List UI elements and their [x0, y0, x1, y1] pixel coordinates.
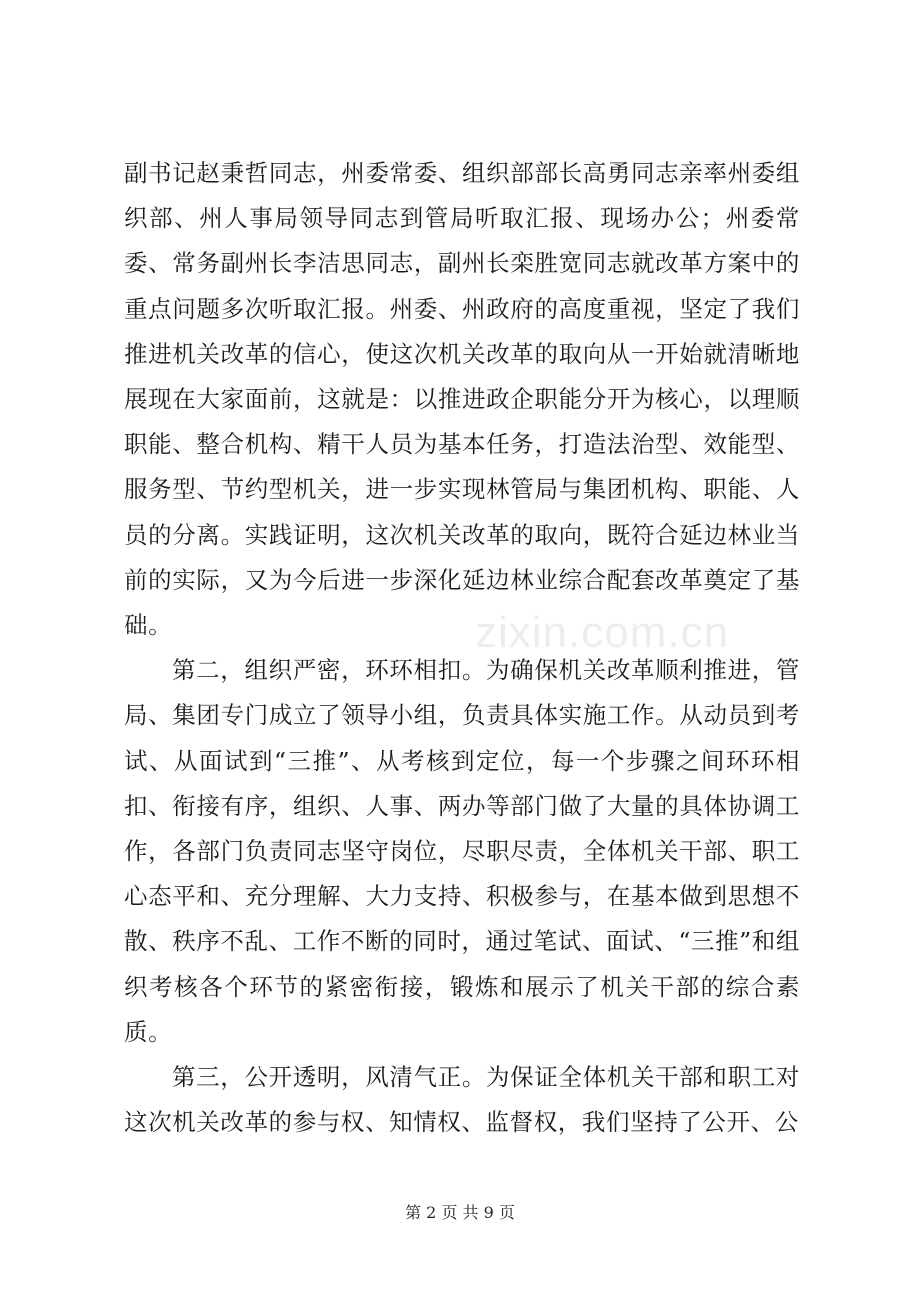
paragraph-continued: 副书记赵秉哲同志，州委常委、组织部部长高勇同志亲率州委组织部、州人事局领导同志到管局听取汇报、现场办公；州委常委、常务副州长李洁思同志，副州长栾胜宽同志就改革方案中的重点问题多次听取汇报。州委、州政府的高度重视，坚定了我们推进机关改革的信心，使这次机关改革的取向从一开始就清晰地展现在大家面前，这就是：以推进政企职能分开为核心，以理顺职能、整合机构、精干人员为基本任务，打造法治型、效能型、服务型、节约型机关，进一步实现林管局与集团机构、职能、人员的分离。实践证明，这次机关改革的取向，既符合延边林业当前的实际，又为今后进一步深化延边林业综合配套改革奠定了基础。 [124, 159, 800, 640]
page-number-footer: 第 2 页 共 9 页 [405, 1203, 515, 1222]
paragraph-third-point: 第三，公开透明，风清气正。为保证全体机关干部和职工对这次机关改革的参与权、知情权、监督权，我们坚持了公开、公 [124, 1063, 800, 1137]
document-body [124, 151, 800, 1145]
watermark-text: zixin.com.cn [475, 608, 730, 657]
paragraph-second-point: 第二，组织严密，环环相扣。为确保机关改革顺利推进，管局、集团专门成立了领导小组，负责具体实施工作。从动员到考试、从面试到“三推”、从考核到定位，每一个步骤之间环环相扣、衔接有序，组织、人事、两办等部门做了大量的具体协调工作，各部门负责同志坚守岗位，尽职尽责，全体机关干部、职工心态平和、充分理解、大力支持、积极参与，在基本做到思想不散、秩序不乱、工作不断的同时，通过笔试、面试、“三推”和组织考核各个环节的紧密衔接，锻炼和展示了机关干部的综合素质。 [124, 656, 800, 1046]
